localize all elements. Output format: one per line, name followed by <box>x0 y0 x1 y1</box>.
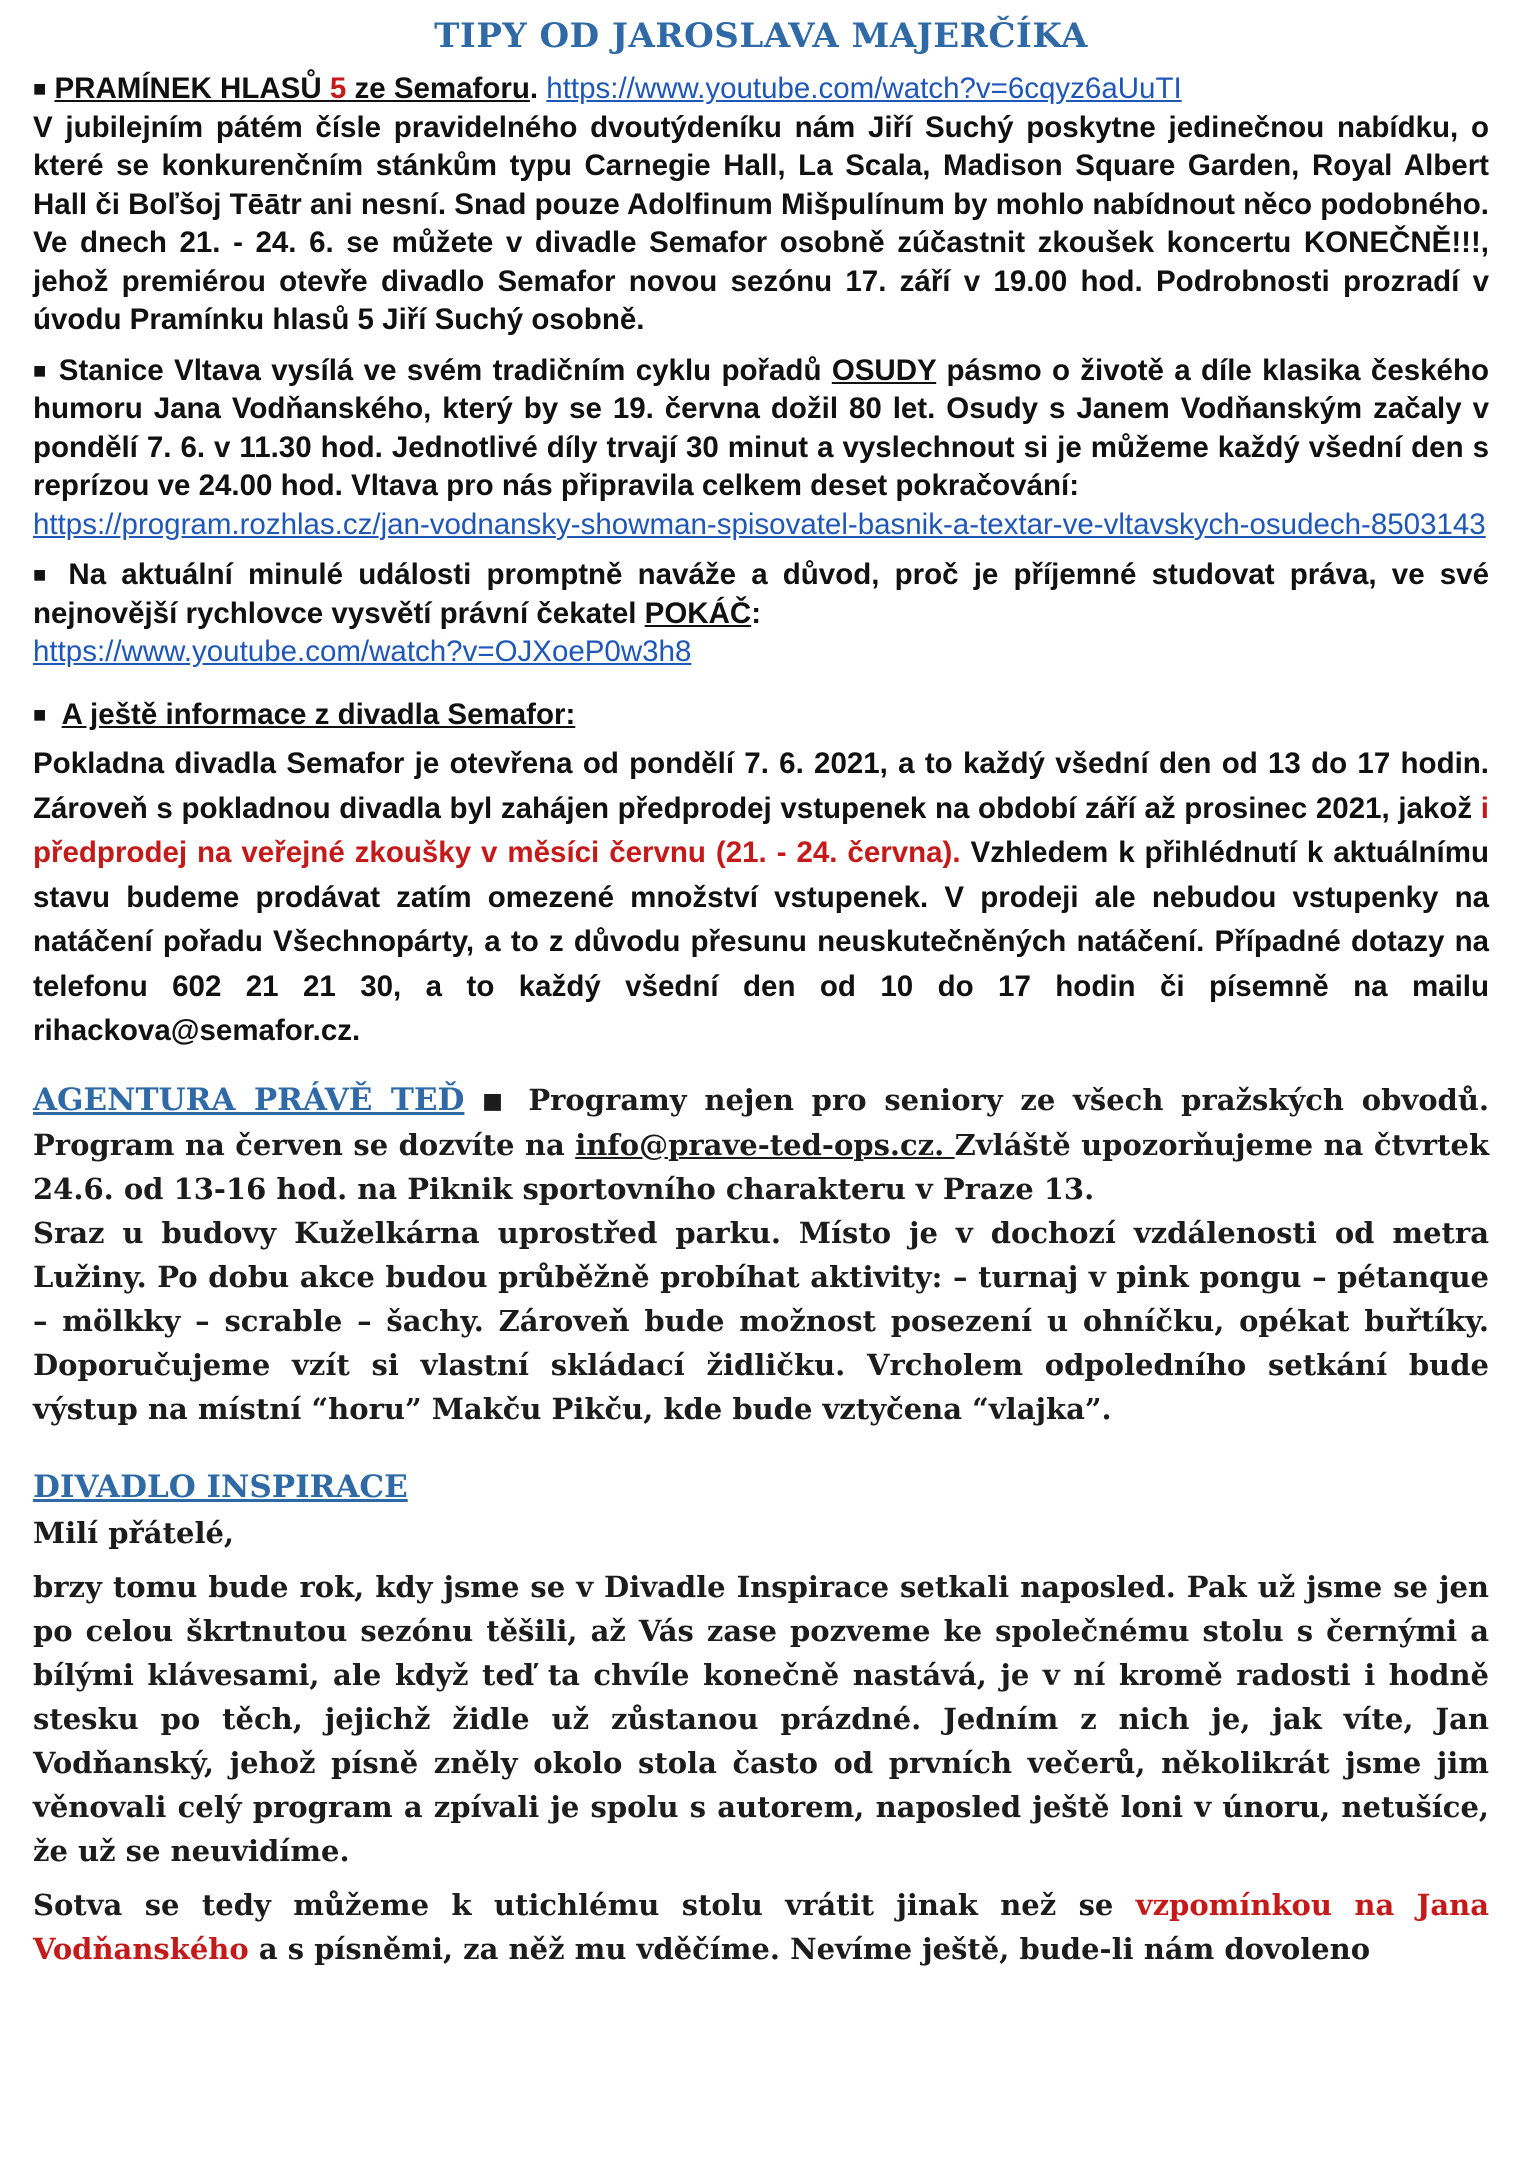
youtube-link-pokac[interactable]: https://www.youtube.com/watch?v=OJXoeP0w3h8 <box>33 635 692 668</box>
page-title: TIPY OD JAROSLAVA MAJERČÍKA <box>434 16 1088 56</box>
section-agentura-prave-ted: AGENTURA PRÁVĚ TEĎ ■ Programy nejen pro seniory ze všech pražských obvodů. Program na červen se dozvíte na info@prave-ted-ops.cz. Zvláště upozorňujeme na čtvrtek 24.6. od 13-16 hod. na Piknik sportovního charakteru v Praze 13. Sraz u budovy Kuželkárna uprostřed parku. Místo je v dochozí vzdálenosti od metra Lužiny. Po dobu akce budou průběžně probíhat aktivity: – turnaj v pink pongu – pétanque – mölkky – scrable – šachy. Zároveň bude možnost posezení u ohníčku, opékat buřtíky. Doporučujeme vzít si vlastní skládací židličku. Vrcholem odpoledního setkání bude výstup na místní “horu” Makču Pikču, kde bude vztyčena “vlajka”. <box>33 1081 1490 1426</box>
agentura-email-link[interactable]: info@prave-ted-ops.cz. <box>575 1127 955 1162</box>
inspirace-paragraph-1: brzy tomu bude rok, kdy jsme se v Divadle Inspirace setkali naposled. Pak už jsme se jen po celou škrtnutou sezónu těšili, až Vás zase pozveme ke společnému stolu s černými a bílými klávesami, ale když teď ta chvíle konečně nastává, je v ní kromě radosti i hodně stesku po těch, jejichž židle už zůstanou prázdné. Jedním z nich je, jak víte, Jan Vodňanský, jehož písně zněly okolo stola často od prvních večerů, několikrát jsme jim věnovali celý program a zpívali je spolu s autorem, naposled ještě loni v únoru, netušíce, že už se neuvidíme. <box>33 1569 1489 1868</box>
praminek-heading-line: ■ PRAMÍNEK HLASŮ 5 ze Semaforu. https://www.youtube.com/watch?v=6cqyz6aUuTI <box>33 72 1182 105</box>
section-divadlo-inspirace <box>33 1465 1489 1509</box>
praminek-number: 5 <box>329 72 347 105</box>
section-vltava-osudy: ■ Stanice Vltava vysílá ve svém tradičním cyklu pořadů OSUDY pásmo o životě a díle klasika českého humoru Jana Vodňanského, který by se 19. června dožil 80 let. Osudy s Janem Vodňanským začaly v pondělí 7. 6. v 11.30 hod. Jednotlivé díly trvají 30 minut a vyslechnout si je můžeme každý všední den s reprízou ve 24.00 hod. Vltava pro nás připravila celkem deset pokračování: https://program.rozhlas.cz/jan-vodnansky-showman-spisovatel-basnik-a-textar-ve-vltavskych-osudech-8503143 <box>33 353 1489 541</box>
osudy-label: OSUDY <box>831 353 937 387</box>
agentura-heading: AGENTURA PRÁVĚ TEĎ <box>33 1081 465 1118</box>
bullet-square-icon: ■ <box>33 76 47 101</box>
bullet-square-icon: ■ <box>33 701 47 727</box>
presale-highlight: i předprodej na veřejné zkoušky v měsíci červnu (21. - 24. června). <box>33 791 1489 869</box>
document-page <box>33 16 1489 1971</box>
semafor-info-heading: A ještě informace z divadla Semafor: <box>61 697 576 731</box>
youtube-link-praminek[interactable]: https://www.youtube.com/watch?v=6cqyz6aUuTI <box>546 72 1182 105</box>
rozhlas-link[interactable]: https://program.rozhlas.cz/jan-vodnansky-showman-spisovatel-basnik-a-textar-ve-vltavskych-osudech-8503143 <box>33 507 1486 541</box>
section-praminek-hlasu <box>33 70 1489 340</box>
divadlo-inspirace-heading: DIVADLO INSPIRACE <box>33 1468 408 1505</box>
agentura-paragraph-2: Sraz u budovy Kuželkárna uprostřed parku. Místo je v dochozí vzdálenosti od metra Lužiny. Po dobu akce budou průběžně probíhat aktivity: – turnaj v pink pongu – pétanque – mölkky – scrable – šachy. Zároveň bude možnost posezení u ohníčku, opékat buřtíky. Doporučujeme vzít si vlastní skládací židličku. Vrcholem odpoledního setkání bude výstup na místní “horu” Makču Pikču, kde bude vztyčena “vlajka”. <box>33 1215 1489 1426</box>
bullet-square-icon: ■ <box>33 357 49 383</box>
section-pokac: ■ Na aktuální minulé události promptně naváže a důvod, proč je příjemné studovat práva, ve své nejnovější rychlovce vysvětí právní čekatel POKÁČ: https://www.youtube.com/watch?v=OJXoeP0w3h8 <box>33 558 1489 668</box>
vodnansky-tribute-highlight: vzpomínkou na Jana Vodňanského <box>33 1887 1489 1966</box>
praminek-body: V jubilejním pátém čísle pravidelného dvoutýdeníku nám Jiří Suchý poskytne jedinečnou nabídku, o které se konkurenčním stánkům typu Carnegie Hall, La Scala, Madison Square Garden, Royal Albert Hall či Boľšoj Tēātr ani nesní. Snad pouze Adolfinum Mišpulínum by mohlo nabídnout něco podobného. Ve dnech 21. - 24. 6. se můžete v divadle Semafor osobně zúčastnit zkoušek koncertu KONEČNĚ!!!, jehož premiérou otevře divadlo Semafor novou sezónu 17. září v 19.00 hod. Podrobnosti prozradí v úvodu Pramínku hlasů 5 Jiří Suchý osobně. <box>33 110 1489 336</box>
section-semafor-info <box>33 696 1489 735</box>
bullet-square-icon: ■ <box>33 562 54 587</box>
praminek-label: PRAMÍNEK HLASŮ 5 ze Semaforu <box>54 72 530 105</box>
pokac-label: POKÁČ <box>644 596 752 630</box>
inspirace-paragraph-2: Sotva se tedy můžeme k utichlému stolu vrátit jinak než se vzpomínkou na Jana Vodňanského a s písněmi, za něž mu vděčíme. Nevíme ještě, bude-li nám dovoleno <box>33 1887 1489 1966</box>
bullet-square-icon: ■ <box>482 1087 511 1114</box>
greeting: Milí přátelé, <box>33 1515 235 1550</box>
semafor-info-body: Pokladna divadla Semafor je otevřena od pondělí 7. 6. 2021, a to každý všední den od 13 do 17 hodin. Zároveň s pokladnou divadla byl zahájen předprodej vstupenek na období září až prosinec 2021, jakož i předprodej na veřejné zkoušky v měsíci červnu (21. - 24. června). Vzhledem k přihlédnutí k aktuálnímu stavu budeme prodávat zatím omezené množství vstupenek. V prodeji ale nebudou vstupenky na natáčení pořadu Všechnopárty, a to z důvodu přesunu neuskutečněných natáčení. Případné dotazy na telefonu 602 21 21 30, a to každý všední den od 10 do 17 hodin či písemně na mailu rihackova@semafor.cz. <box>33 747 1489 1047</box>
